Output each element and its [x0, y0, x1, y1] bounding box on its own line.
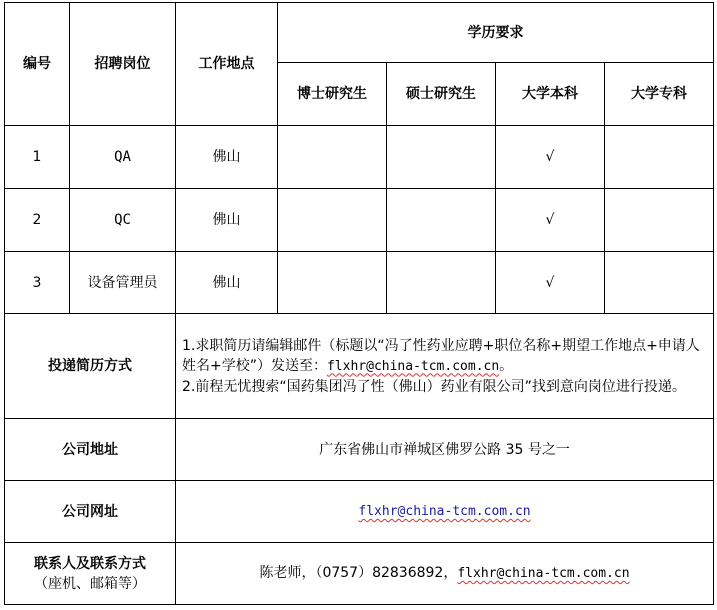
row-number: 1	[5, 126, 70, 189]
row-location: 佛山	[176, 126, 278, 189]
row-bachelor-check: √	[496, 189, 605, 252]
contact-text: 陈老师，（0757）82836892，	[259, 565, 458, 581]
row-location: 佛山	[176, 189, 278, 252]
row-college	[605, 189, 714, 252]
address-value: 广东省佛山市禅城区佛罗公路 35 号之一	[176, 419, 714, 481]
row-position: QA	[70, 126, 176, 189]
row-phd	[278, 189, 387, 252]
row-position: QC	[70, 189, 176, 252]
row-phd	[278, 126, 387, 189]
row-position: 设备管理员	[70, 252, 176, 314]
table-row	[5, 252, 714, 314]
header-number: 编号	[5, 3, 70, 126]
header-education: 学历要求	[278, 3, 714, 63]
website-label: 公司网址	[5, 481, 176, 543]
resume-label: 投递简历方式	[5, 314, 176, 419]
row-number: 3	[5, 252, 70, 314]
header-college: 大学专科	[605, 63, 714, 126]
website-cell	[176, 481, 714, 543]
resume-email[interactable]: flxhr@china-tcm.com.cn	[326, 358, 500, 374]
header-location: 工作地点	[176, 3, 278, 126]
contact-value	[176, 543, 714, 605]
row-phd	[278, 252, 387, 314]
website-link[interactable]: flxhr@china-tcm.com.cn	[358, 504, 531, 519]
table-row	[5, 189, 714, 252]
address-label: 公司地址	[5, 419, 176, 481]
resume-line2-text: 2.前程无忧搜索“国药集团冯了性（佛山）药业有限公司”找到意向岗位进行投递。	[182, 378, 686, 395]
row-master	[387, 189, 496, 252]
row-college	[605, 126, 714, 189]
contact-email[interactable]: flxhr@china-tcm.com.cn	[457, 566, 630, 581]
row-college	[605, 252, 714, 314]
resume-instructions	[176, 314, 714, 419]
header-phd: 博士研究生	[278, 63, 387, 126]
resume-line1-text: 1.求职简历请编辑邮件（标题以“冯了性药业应聘+职位名称+期望工作地点+申请人姓名+学校”）发送至：	[182, 337, 700, 374]
resume-line1-end: 。	[499, 357, 514, 374]
contact-label-line2: （座机、邮箱等）	[34, 575, 146, 592]
row-bachelor-check: √	[496, 252, 605, 314]
row-number: 2	[5, 189, 70, 252]
header-position: 招聘岗位	[70, 3, 176, 126]
header-master: 硕士研究生	[387, 63, 496, 126]
row-master	[387, 252, 496, 314]
row-bachelor-check: √	[496, 126, 605, 189]
row-location: 佛山	[176, 252, 278, 314]
contact-label-line1: 联系人及联系方式	[34, 555, 146, 572]
row-master	[387, 126, 496, 189]
header-bachelor: 大学本科	[496, 63, 605, 126]
contact-label	[5, 543, 176, 605]
recruitment-table	[4, 2, 714, 605]
table-row	[5, 126, 714, 189]
